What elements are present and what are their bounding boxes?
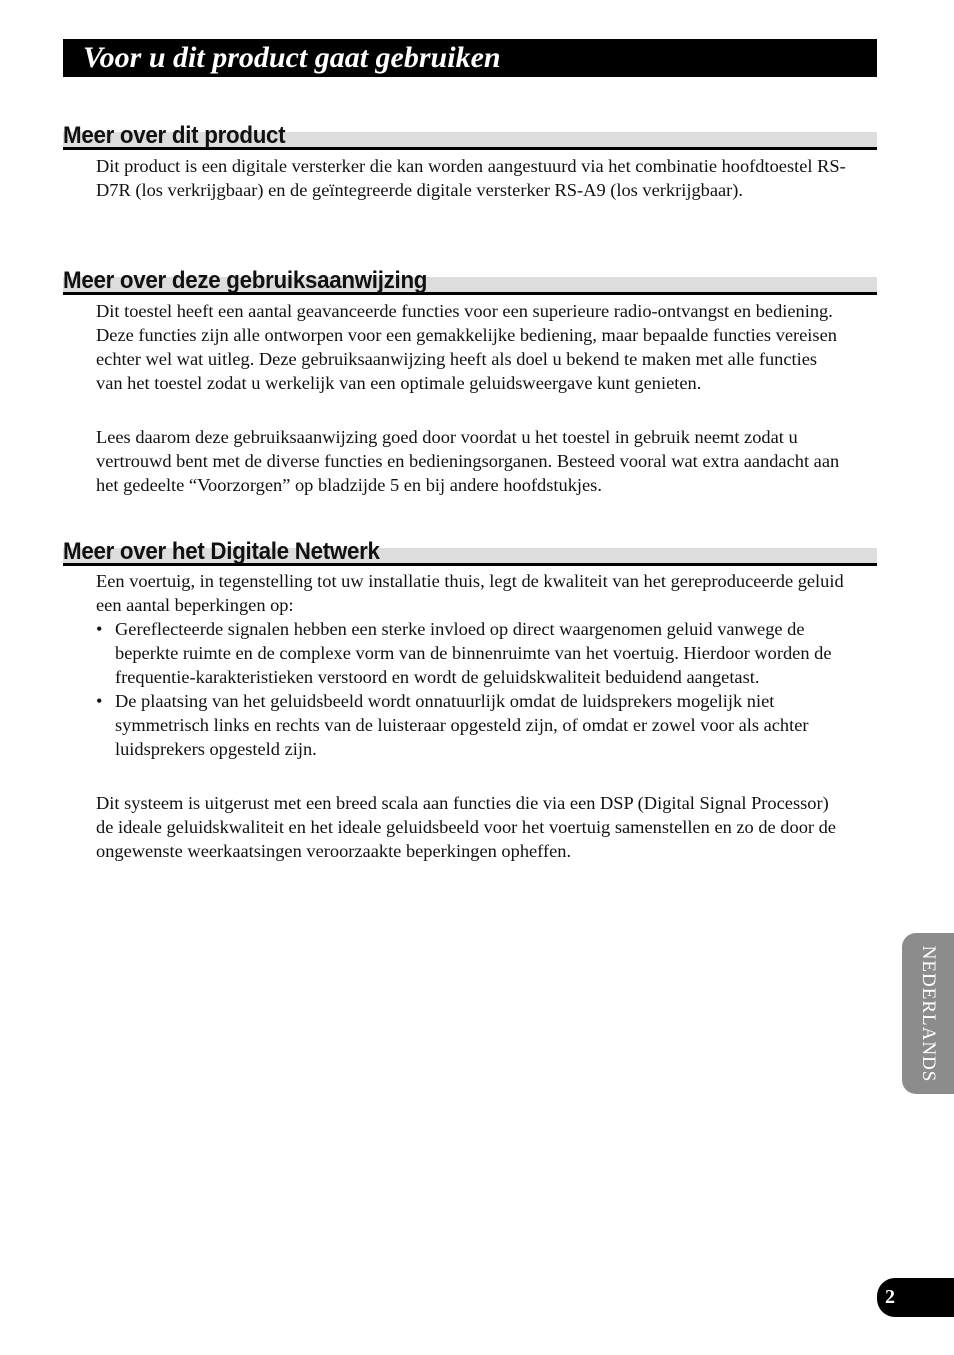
language-tab — [902, 933, 954, 1094]
paragraph: Een voertuig, in tegenstelling tot uw installatie thuis, legt de kwaliteit van het gereproduceerde geluid een aantal beperkingen op: — [96, 571, 844, 615]
language-tab-label: NEDERLANDS — [918, 945, 939, 1082]
page-number: 2 — [885, 1286, 895, 1308]
bullet-list — [96, 617, 848, 761]
section-heading-manual — [63, 267, 877, 295]
page-number-tab — [877, 1278, 954, 1317]
list-item-text: Gereflecteerde signalen hebben een sterke invloed op direct waargenomen geluid vanwege de beperkte ruimte en de complexe vorm van de binnenruimte van het voertuig. Hierdoor worden de frequentie-karakteristieken verstoord en wordt de geluidskwaliteit beduidend aangetast. — [115, 619, 832, 687]
paragraph: Dit toestel heeft een aantal geavanceerde functies voor een superieure radio-ontvangst en bediening. Deze functies zijn alle ontworpen voor een gemakkelijke bediening, maar bepaalde functies vereisen echter wel wat uitleg. Deze gebruiksaanwijzing heeft als doel u bekend te maken met alle functies van het toestel zodat u werkelijk van een optimale geluidsweergave kunt genieten. — [96, 301, 837, 393]
paragraph: Dit systeem is uitgerust met een breed scala aan functies die via een DSP (Digital Signal Processor) de ideale geluidskwaliteit en het ideale geluidsbeeld voor het voertuig samenstellen en zo de door de ongewenste weerkaatsingen veroorzaakte beperkingen opheffen. — [96, 793, 836, 861]
section-title: Meer over dit product — [63, 122, 286, 149]
paragraph: Dit product is een digitale versterker die kan worden aangestuurd via het combinatie hoofdtoestel RS-D7R (los verkrijgbaar) en de geïntegreerde digitale versterker RS-A9 (los verkrijgbaar). — [96, 156, 846, 200]
bullet-marker: • — [96, 691, 103, 711]
paragraph: Lees daarom deze gebruiksaanwijzing goed door voordat u het toestel in gebruik neemt zodat u vertrouwd bent met de diverse functies en bedieningsorganen. Besteed vooral wat extra aandacht aan het gedeelte “Voorzorgen” op bladzijde 5 en bij andere hoofdstukjes. — [96, 427, 840, 495]
page-title: Voor u dit product gaat gebruiken — [63, 39, 877, 77]
list-item-text: De plaatsing van het geluidsbeeld wordt onnatuurlijk omdat de luidsprekers mogelijk niet symmetrisch links en rechts van de luisteraar opgesteld zijn, of omdat er zowel voor als achter luidsprekers opgesteld zijn. — [115, 691, 809, 759]
section-heading-network — [63, 538, 877, 566]
section-title: Meer over het Digitale Netwerk — [63, 538, 380, 565]
section-title: Meer over deze gebruiksaanwijzing — [63, 267, 428, 294]
list-item — [96, 617, 848, 689]
section-heading-product — [63, 122, 877, 150]
list-item — [96, 689, 848, 761]
bullet-marker: • — [96, 619, 103, 639]
